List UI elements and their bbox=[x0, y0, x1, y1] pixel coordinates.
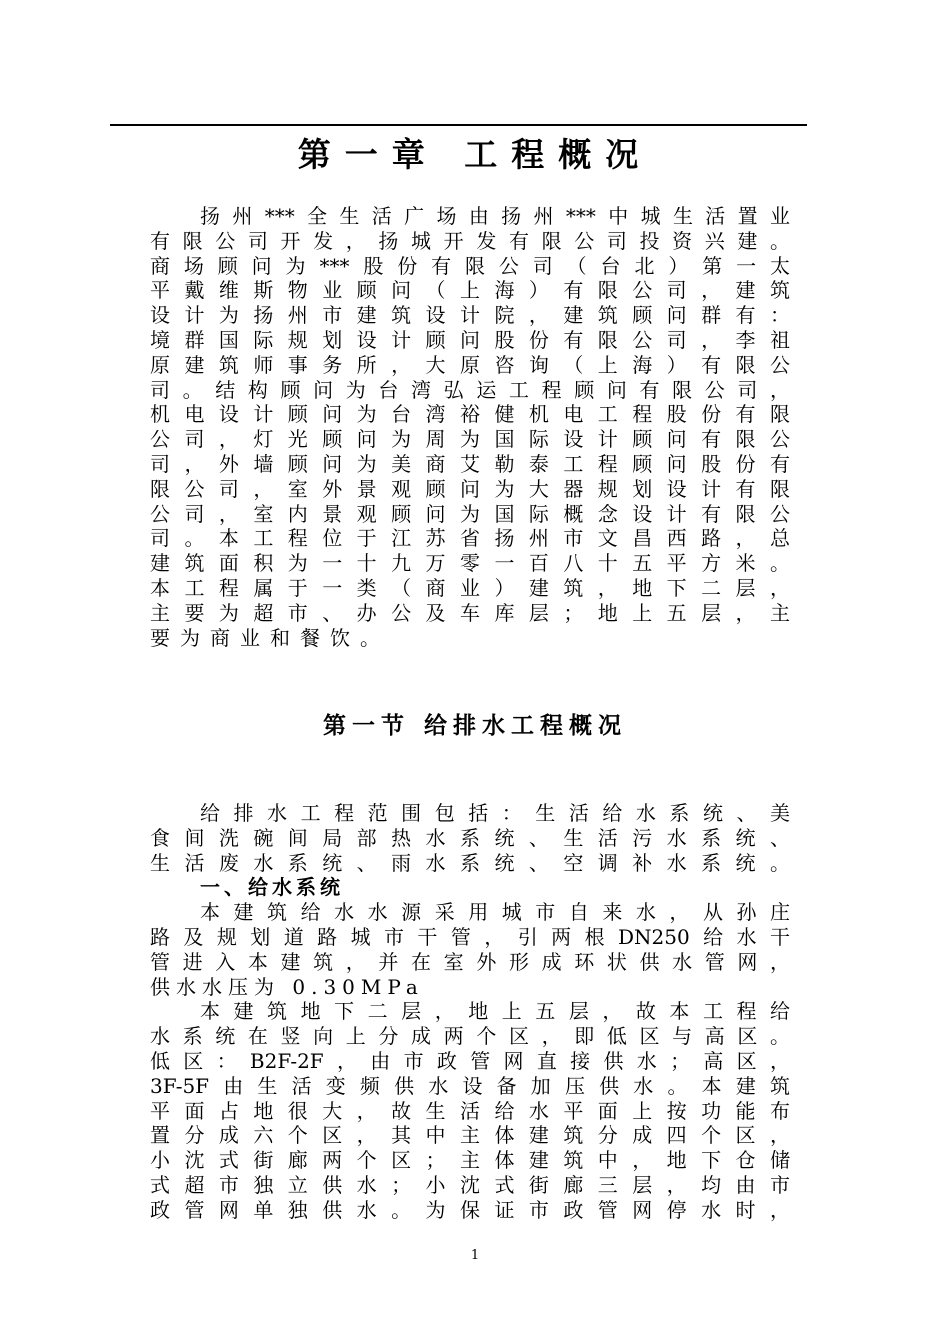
text-line: 低区：B2F-2F，由市政管网直接供水；高区， bbox=[150, 1048, 790, 1073]
text-line: 平面占地很大，故生活给水平面上按功能布 bbox=[150, 1098, 790, 1123]
text-line: 供水水压为 0.30MPa bbox=[150, 974, 424, 999]
text-line: 小沈式街廊两个区；主体建筑中，地下仓储 bbox=[150, 1148, 790, 1173]
text-line: 司。本工程位于江苏省扬州市文昌西路，总 bbox=[150, 526, 790, 551]
scope-paragraph bbox=[150, 801, 790, 1223]
text-line: 建筑面积为一十九万零一百八十五平方米。 bbox=[150, 551, 790, 576]
section-title: 第一节 给排水工程概况 bbox=[322, 712, 627, 739]
text-line: 境群国际规划设计顾问股份有限公司，李祖 bbox=[150, 327, 790, 352]
text-line: 限公司，室外景观顾问为大器规划设计有限 bbox=[150, 476, 790, 501]
text-line: 要为商业和餐饮。 bbox=[150, 625, 390, 650]
text-line: 平戴维斯物业顾问（上海）有限公司，建筑 bbox=[150, 278, 790, 303]
text-line: 给排水工程范围包括：生活给水系统、美 bbox=[200, 801, 790, 825]
text-line: 本工程属于一类（商业）建筑，地下二层， bbox=[150, 575, 790, 600]
text-line: 食间洗碗间局部热水系统、生活污水系统、 bbox=[150, 825, 790, 850]
sub-heading: 一、给水系统 bbox=[200, 875, 344, 900]
text-line: 水系统在竖向上分成两个区，即低区与高区。 bbox=[150, 1024, 790, 1049]
chapter-title: 第一章 工程概况 bbox=[297, 135, 653, 174]
text-line: 有限公司开发，扬城开发有限公司投资兴建。 bbox=[150, 228, 790, 253]
text-line: 设计为扬州市建筑设计院，建筑顾问群有： bbox=[150, 303, 790, 328]
text-line: 公司，灯光顾问为周为国际设计顾问有限公 bbox=[150, 427, 790, 452]
text-line: 路及规划道路城市干管，引两根DN250给水干 bbox=[150, 924, 790, 949]
text-line: 本建筑给水水源采用城市自来水，从孙庄 bbox=[200, 900, 790, 925]
text-line: 管进入本建筑，并在室外形成环状供水管网， bbox=[150, 949, 790, 974]
text-line: 商场顾问为***股份有限公司（台北）第一太 bbox=[150, 253, 790, 278]
text-line: 置分成六个区，其中主体建筑分成四个区， bbox=[150, 1123, 790, 1148]
text-line: 式超市独立供水；小沈式街廊三层，均由市 bbox=[150, 1172, 790, 1197]
text-line: 本建筑地下二层，地上五层，故本工程给 bbox=[200, 999, 790, 1024]
text-line: 主要为超市、办公及车库层；地上五层，主 bbox=[150, 600, 790, 625]
page-number: 1 bbox=[470, 1248, 480, 1263]
text-line: 司。结构顾问为台湾弘运工程顾问有限公司， bbox=[150, 377, 790, 402]
text-line: 原建筑师事务所，大原咨询（上海）有限公 bbox=[150, 352, 790, 377]
text-line: 司，外墙顾问为美商艾勒泰工程顾问股份有 bbox=[150, 451, 790, 476]
text-line: 机电设计顾问为台湾裕健机电工程股份有限 bbox=[150, 402, 790, 427]
text-line: 政管网单独供水。为保证市政管网停水时， bbox=[150, 1197, 790, 1222]
text-line: 扬州***全生活广场由扬州***中城生活置业 bbox=[200, 204, 790, 228]
overview-paragraph bbox=[150, 204, 790, 650]
text-line: 公司，室内景观顾问为国际概念设计有限公 bbox=[150, 501, 790, 526]
header-rule bbox=[110, 124, 807, 126]
text-line: 生活废水系统、雨水系统、空调补水系统。 bbox=[150, 850, 790, 875]
text-line: 3F-5F由生活变频供水设备加压供水。本建筑 bbox=[150, 1073, 790, 1098]
